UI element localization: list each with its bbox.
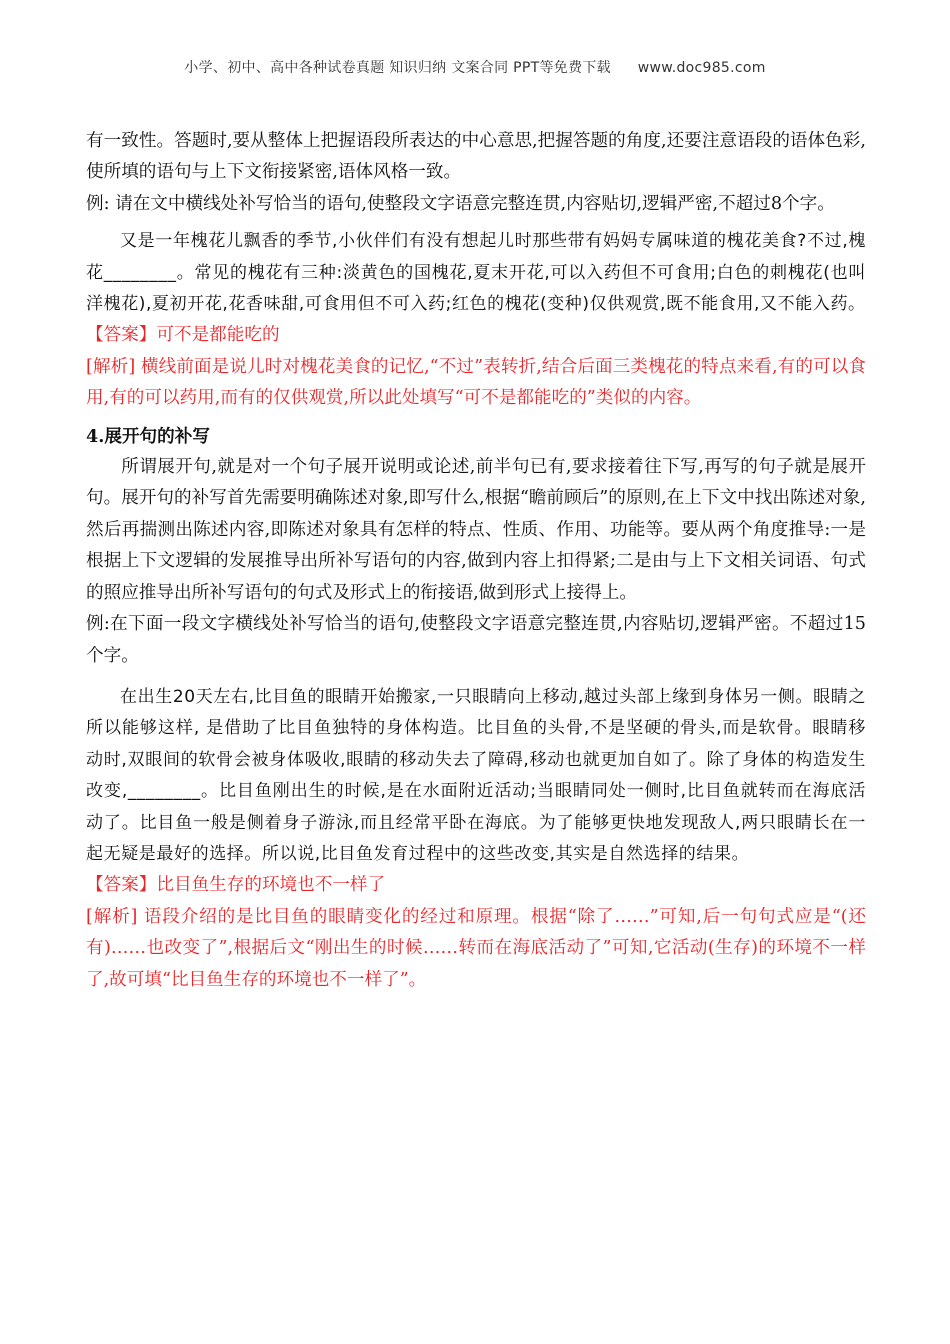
example-prompt-1: 例: 请在文中横线处补写恰当的语句,使整段文字语意完整连贯,内容贴切,逻辑严密,不超过8个字。 xyxy=(86,193,835,214)
example-passage-1: 又是一年槐花儿飘香的季节,小伙伴们有没有想起儿时那些带有妈妈专属味道的槐花美食?不过,槐花________。常见的槐花有三种:淡黄色的国槐花,夏末开花,可以入药但不可食用;白色的刺槐花(也叫洋槐花),夏初开花,花香味甜,可食用但不可入药;红色的槐花(变种)仅供观赏,既不能食用,又不能入药。 xyxy=(86,231,866,315)
header-site-link[interactable]: www.doc985.com xyxy=(637,60,766,76)
answer-1: 【答案】可不是都能吃的 xyxy=(86,325,280,346)
paragraph-intro: 有一致性。答题时,要从整体上把握语段所表达的中心意思,把握答题的角度,还要注意语段的语体色彩,使所填的语句与上下文衔接紧密,语体风格一致。 xyxy=(86,131,866,183)
section-heading-4: 4.展开句的补写 xyxy=(86,425,210,447)
explanation-2: [解析] 语段介绍的是比目鱼的眼睛变化的经过和原理。根据“除了……”可知,后一句句式应是“(还有)……也改变了”,根据后文“刚出生的时候……转而在海底活动了”可知,它活动(生存)的环境不一样了,故可填“比目鱼生存的环境也不一样了”。 xyxy=(86,906,866,990)
answer-2: 【答案】比目鱼生存的环境也不一样了 xyxy=(86,875,386,896)
explanation-1: [解析] 横线前面是说儿时对槐花美食的记忆,“不过”表转折,结合后面三类槐花的特点来看,有的可以食用,有的可以药用,而有的仅供观赏,所以此处填写“可不是都能吃的”类似的内容。 xyxy=(86,356,866,409)
example-passage-2: 在出生20天左右,比目鱼的眼睛开始搬家,一只眼睛向上移动,越过头部上缘到身体另一侧。眼睛之所以能够这样, 是借助了比目鱼独特的身体构造。比目鱼的头骨,不是坚硬的骨头,而是软骨。眼睛移动时,双眼间的软骨会被身体吸收,眼睛的移动失去了障碍,移动也就更加自如了。除了身体的构造发生改变,________。比目鱼刚出生的时候,是在水面附近活动;当眼睛同处一侧时,比目鱼就转而在海底活动了。比目鱼一般是侧着身子游泳,而且经常平卧在海底。为了能够更快地发现敌人,两只眼睛长在一起无疑是最好的选择。所以说,比目鱼发育过程中的这些改变,其实是自然选择的结果。 xyxy=(86,686,866,864)
page-header xyxy=(0,57,950,77)
document-body xyxy=(86,126,866,996)
example-prompt-2: 例:在下面一段文字横线处补写恰当的语句,使整段文字语意完整连贯,内容贴切,逻辑严密。不超过15个字。 xyxy=(86,614,866,666)
header-title: 小学、初中、高中各种试卷真题 知识归纳 文案合同 PPT等免费下载 xyxy=(184,60,611,76)
paragraph-expansion: 所谓展开句,就是对一个句子展开说明或论述,前半句已有,要求接着往下写,再写的句子就是展开句。展开句的补写首先需要明确陈述对象,即写什么,根据“瞻前顾后”的原则,在上下文中找出陈述对象,然后再揣测出陈述内容,即陈述对象具有怎样的特点、性质、作用、功能等。要从两个角度推导:一是根据上下文逻辑的发展推导出所补写语句的内容,做到内容上扣得紧;二是由与上下文相关词语、句式的照应推导出所补写语句的句式及形式上的衔接语,做到形式上接得上。 xyxy=(86,457,866,603)
